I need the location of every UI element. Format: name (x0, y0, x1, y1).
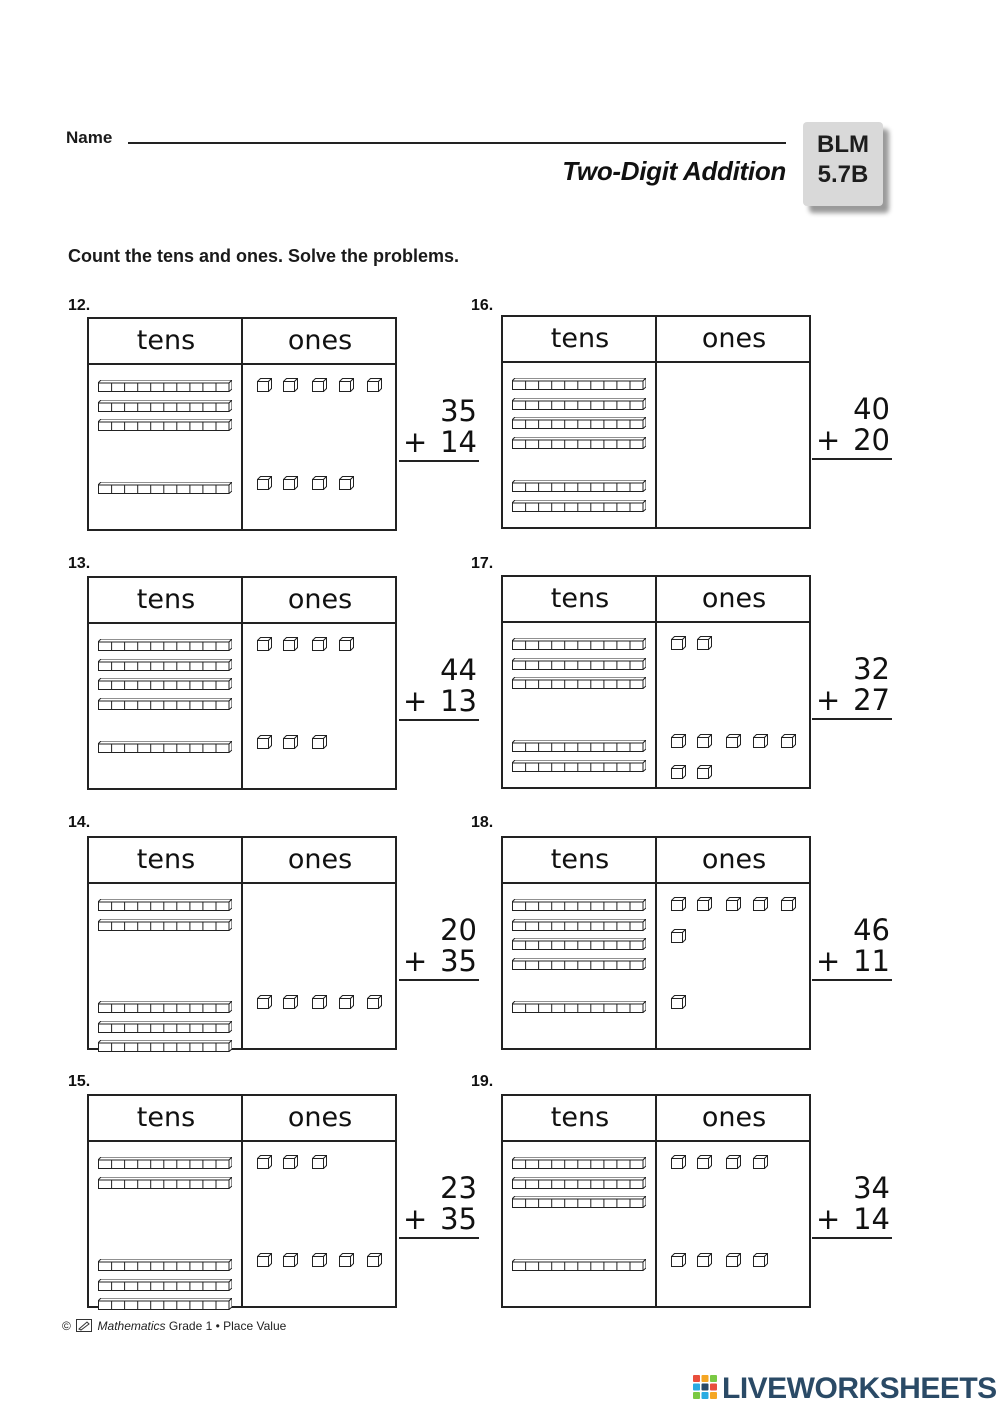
ones-cube-icon (257, 1252, 272, 1266)
blm-badge-line2: 5.7B (817, 161, 869, 188)
tens-rod-icon (512, 955, 646, 967)
ones-cube-icon (283, 734, 298, 748)
plus-sign: + (816, 683, 841, 717)
tens-rod-icon (98, 675, 232, 687)
tens-rod-icon (512, 935, 646, 947)
tens-rod-icon (512, 497, 646, 509)
tens-rod-icon (512, 434, 646, 446)
ones-cube-icon (312, 734, 327, 748)
ones-cube-icon (367, 377, 382, 391)
tens-rod-icon (512, 375, 646, 387)
instructions: Count the tens and ones. Solve the problems. (68, 246, 460, 266)
ones-cube-icon (283, 994, 298, 1008)
book-title: Mathematics (97, 1319, 166, 1333)
ones-cube-icon (697, 1252, 712, 1266)
ones-cube-icon (257, 994, 272, 1008)
plus-sign: + (816, 944, 841, 978)
tens-rod-icon (98, 1018, 232, 1030)
addition-problem (399, 655, 479, 717)
problem-number: 13. (68, 555, 91, 572)
answer-line[interactable] (399, 979, 479, 981)
ones-cube-icon (726, 733, 741, 747)
ones-cube-icon (312, 994, 327, 1008)
plus-sign: + (816, 1202, 841, 1236)
tens-header: tens (136, 1102, 196, 1133)
plus-sign: + (403, 944, 428, 978)
tens-header: tens (550, 844, 610, 875)
ones-cube-icon (339, 994, 354, 1008)
tens-rod-icon (512, 395, 646, 407)
ones-cube-icon (257, 636, 272, 650)
addend-top: 34 (853, 1171, 890, 1205)
blm-badge-line1: BLM (817, 131, 869, 158)
divider (655, 838, 657, 1048)
addend-top: 44 (440, 653, 477, 687)
addition-problem (399, 915, 479, 977)
problem-number: 12. (68, 297, 91, 314)
problem-number: 17. (471, 555, 494, 572)
tens-rod-icon (98, 896, 232, 908)
ones-cube-icon (671, 733, 686, 747)
divider (655, 317, 657, 527)
name-line[interactable] (128, 142, 786, 144)
ones-cube-icon (753, 896, 768, 910)
addition-problem (812, 394, 892, 456)
tens-rod-icon (98, 479, 232, 491)
divider (241, 578, 243, 788)
place-value-chart (87, 1094, 397, 1308)
addend-top: 46 (853, 913, 890, 947)
tens-rod-icon (512, 998, 646, 1010)
ones-cube-icon (671, 994, 686, 1008)
tens-rod-icon (98, 695, 232, 707)
place-value-chart (87, 576, 397, 790)
answer-line[interactable] (399, 719, 479, 721)
addend-bottom: 13 (440, 684, 477, 718)
ones-cube-icon (697, 635, 712, 649)
plus-sign: + (403, 1202, 428, 1236)
tens-rod-icon (512, 916, 646, 928)
tens-rod-icon (512, 737, 646, 749)
answer-line[interactable] (399, 460, 479, 462)
addition-problem (812, 1173, 892, 1235)
ones-cube-icon (781, 733, 796, 747)
tens-header: tens (136, 844, 196, 875)
name-label: Name (66, 128, 113, 147)
blm-badge (803, 122, 883, 206)
ones-header: ones (287, 1102, 353, 1133)
worksheet-title: Two-Digit Addition (562, 156, 786, 186)
tens-rod-icon (98, 1256, 232, 1268)
ones-cube-icon (339, 475, 354, 489)
place-value-chart (501, 836, 811, 1050)
liveworksheets-logo-icon (692, 1374, 718, 1404)
ones-cube-icon (257, 475, 272, 489)
ones-header: ones (287, 325, 353, 356)
ones-cube-icon (283, 475, 298, 489)
tens-rod-icon (512, 1174, 646, 1186)
divider (241, 838, 243, 1048)
liveworksheets-wordmark: LIVEWORKSHEETS (722, 1372, 997, 1405)
ones-header: ones (701, 323, 767, 354)
ones-cube-icon (697, 896, 712, 910)
tens-rod-icon (98, 738, 232, 750)
answer-line[interactable] (399, 1237, 479, 1239)
addition-problem (399, 396, 479, 458)
problem-number: 16. (471, 297, 494, 314)
ones-cube-icon (257, 734, 272, 748)
tens-rod-icon (98, 416, 232, 428)
divider (241, 1096, 243, 1306)
place-value-chart (87, 317, 397, 531)
tens-rod-icon (98, 998, 232, 1010)
plus-sign: + (816, 423, 841, 457)
addition-problem (812, 654, 892, 716)
problem-number: 18. (471, 814, 494, 831)
addend-bottom: 14 (853, 1202, 890, 1236)
answer-line[interactable] (812, 718, 892, 720)
divider (655, 577, 657, 787)
tens-rod-icon (98, 377, 232, 389)
addend-top: 35 (440, 394, 477, 428)
divider (241, 319, 243, 529)
tens-rod-icon (512, 1256, 646, 1268)
tens-rod-icon (512, 655, 646, 667)
ones-cube-icon (697, 764, 712, 778)
ones-header: ones (287, 584, 353, 615)
ones-cube-icon (671, 1252, 686, 1266)
tens-header: tens (550, 323, 610, 354)
ones-cube-icon (339, 1252, 354, 1266)
liveworksheets-logo[interactable] (692, 1374, 997, 1404)
ones-cube-icon (312, 1252, 327, 1266)
ones-cube-icon (257, 1154, 272, 1168)
tens-rod-icon (98, 1276, 232, 1288)
addend-bottom: 35 (440, 944, 477, 978)
addend-bottom: 14 (440, 425, 477, 459)
tens-rod-icon (512, 635, 646, 647)
tens-header: tens (550, 583, 610, 614)
ones-cube-icon (312, 475, 327, 489)
ones-cube-icon (283, 1252, 298, 1266)
ones-cube-icon (726, 896, 741, 910)
tens-rod-icon (512, 1154, 646, 1166)
ones-cube-icon (339, 636, 354, 650)
ones-cube-icon (671, 764, 686, 778)
tens-rod-icon (512, 414, 646, 426)
addend-bottom: 20 (853, 423, 890, 457)
ones-cube-icon (367, 1252, 382, 1266)
place-value-chart (501, 1094, 811, 1308)
footer-detail: Grade 1 • Place Value (168, 1319, 287, 1333)
addition-problem (399, 1173, 479, 1235)
addend-top: 32 (853, 652, 890, 686)
ones-cube-icon (671, 1154, 686, 1168)
addend-bottom: 27 (853, 683, 890, 717)
problem-number: 19. (471, 1073, 494, 1090)
tens-header: tens (136, 584, 196, 615)
ones-header: ones (701, 844, 767, 875)
place-value-chart (501, 575, 811, 789)
pencil-logo-icon (76, 1319, 92, 1335)
ones-header: ones (287, 844, 353, 875)
addend-top: 20 (440, 913, 477, 947)
copyright-symbol: © (62, 1319, 71, 1333)
ones-cube-icon (339, 377, 354, 391)
ones-cube-icon (312, 636, 327, 650)
answer-line[interactable] (812, 458, 892, 460)
footer-credit (62, 1319, 286, 1335)
tens-rod-icon (98, 636, 232, 648)
ones-cube-icon (726, 1154, 741, 1168)
tens-header: tens (136, 325, 196, 356)
answer-line[interactable] (812, 979, 892, 981)
ones-cube-icon (697, 733, 712, 747)
ones-cube-icon (312, 1154, 327, 1168)
ones-cube-icon (753, 1252, 768, 1266)
ones-cube-icon (781, 896, 796, 910)
ones-cube-icon (257, 377, 272, 391)
addend-bottom: 35 (440, 1202, 477, 1236)
addend-top: 23 (440, 1171, 477, 1205)
ones-cube-icon (753, 1154, 768, 1168)
plus-sign: + (403, 425, 428, 459)
place-value-chart (87, 836, 397, 1050)
tens-rod-icon (98, 916, 232, 928)
plus-sign: + (403, 684, 428, 718)
tens-rod-icon (512, 674, 646, 686)
tens-rod-icon (98, 397, 232, 409)
tens-rod-icon (512, 757, 646, 769)
problem-number: 14. (68, 814, 91, 831)
ones-cube-icon (367, 994, 382, 1008)
ones-cube-icon (726, 1252, 741, 1266)
ones-cube-icon (671, 896, 686, 910)
ones-cube-icon (312, 377, 327, 391)
place-value-chart (501, 315, 811, 529)
ones-cube-icon (671, 928, 686, 942)
tens-rod-icon (98, 1154, 232, 1166)
ones-cube-icon (753, 733, 768, 747)
tens-rod-icon (98, 1174, 232, 1186)
ones-cube-icon (671, 635, 686, 649)
addend-bottom: 11 (853, 944, 890, 978)
ones-cube-icon (283, 377, 298, 391)
tens-rod-icon (512, 896, 646, 908)
tens-rod-icon (98, 1037, 232, 1049)
divider (655, 1096, 657, 1306)
tens-rod-icon (98, 1295, 232, 1307)
answer-line[interactable] (812, 1237, 892, 1239)
ones-cube-icon (283, 1154, 298, 1168)
ones-header: ones (701, 1102, 767, 1133)
addend-top: 40 (853, 392, 890, 426)
tens-rod-icon (512, 477, 646, 489)
ones-cube-icon (697, 1154, 712, 1168)
problem-number: 15. (68, 1073, 91, 1090)
addition-problem (812, 915, 892, 977)
tens-rod-icon (512, 1193, 646, 1205)
ones-cube-icon (283, 636, 298, 650)
ones-header: ones (701, 583, 767, 614)
tens-rod-icon (98, 656, 232, 668)
tens-header: tens (550, 1102, 610, 1133)
